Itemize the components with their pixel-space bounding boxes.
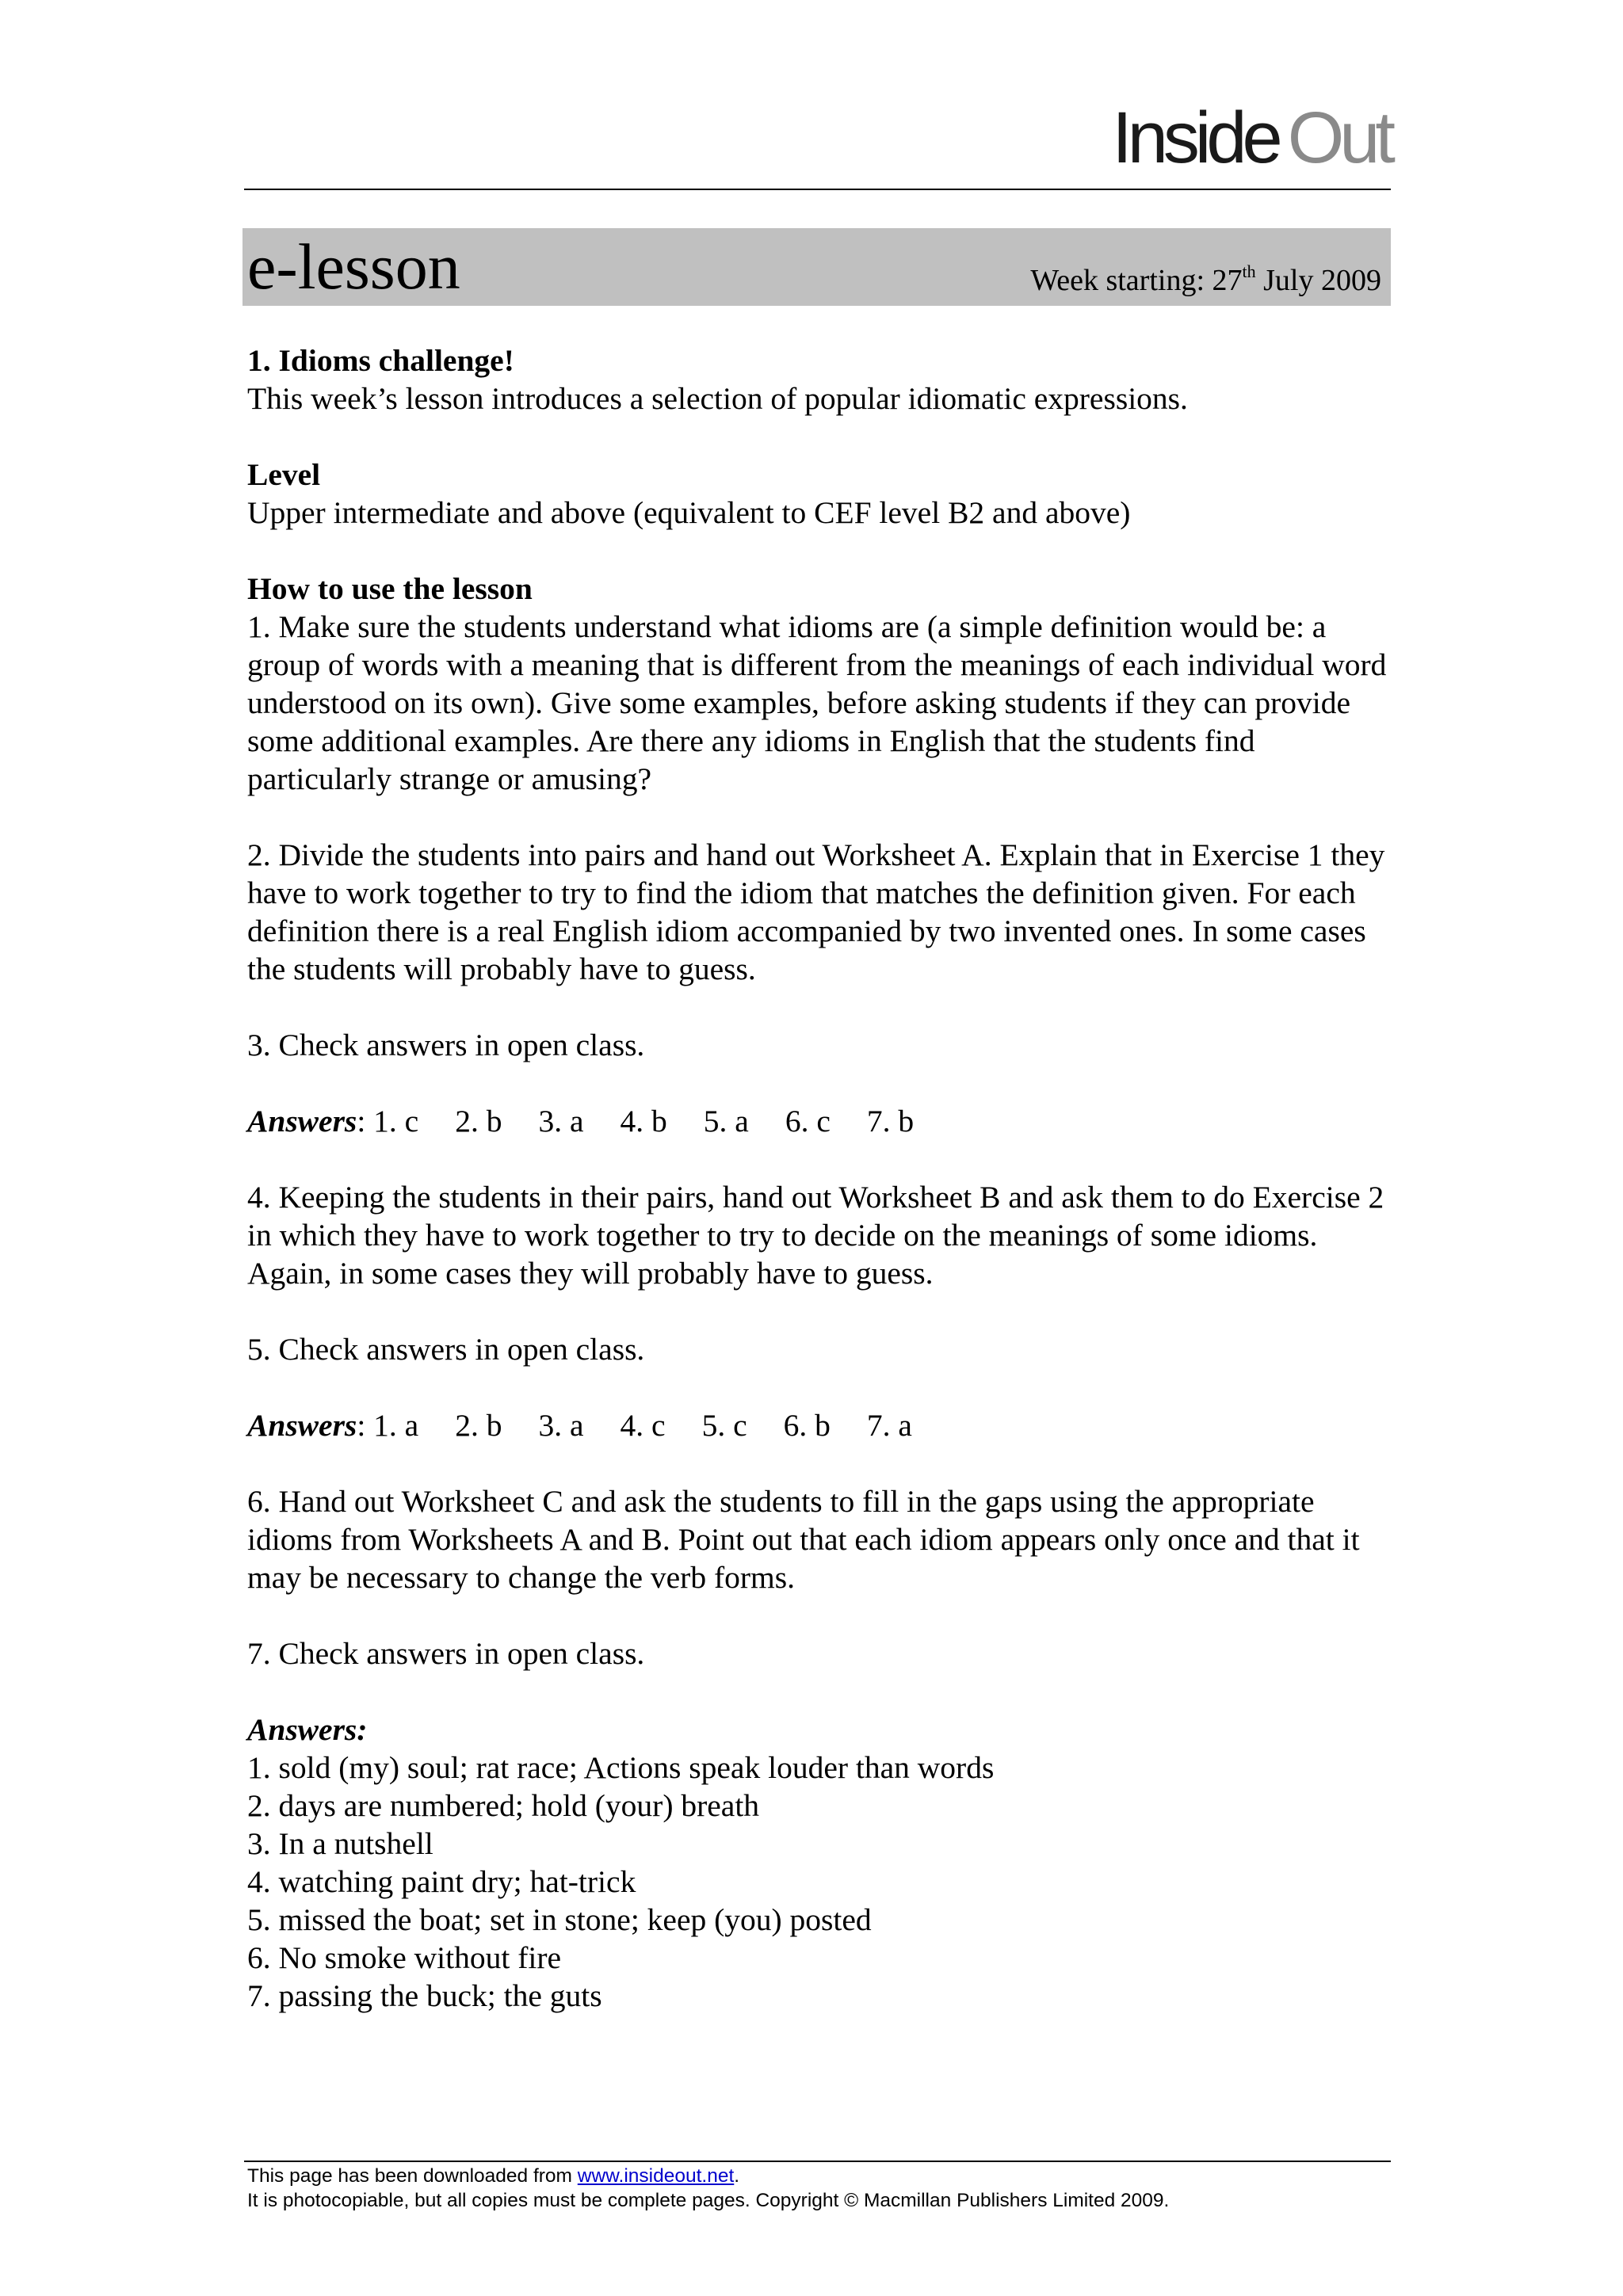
answers-list bbox=[247, 1749, 1392, 2015]
section-text: This week’s lesson introduces a selection of popular idiomatic expressions. bbox=[247, 381, 1188, 416]
list-item: 2. days are numbered; hold (your) breath bbox=[247, 1788, 760, 1823]
footer-line-1 bbox=[247, 2164, 1392, 2188]
answer: 7. b bbox=[866, 1104, 915, 1138]
week-prefix: Week starting: 27 bbox=[1030, 264, 1243, 297]
inside-out-logo bbox=[1112, 97, 1391, 178]
footer-rule bbox=[244, 2161, 1391, 2162]
section-howto bbox=[247, 570, 1392, 798]
answers-label: Answers bbox=[247, 1104, 357, 1138]
answer: 5. a bbox=[703, 1104, 749, 1138]
week-suffix: July 2009 bbox=[1255, 264, 1381, 297]
week-starting bbox=[1030, 263, 1381, 296]
step-6: 6. Hand out Worksheet C and ask the students to fill in the gaps using the appropriate idioms from Worksheets A and B. Point out that each idiom appears only once and that it may be necessary to change the verb forms. bbox=[247, 1484, 1360, 1595]
answers-label: Answers bbox=[247, 1408, 357, 1443]
insideout-link[interactable]: www.insideout.net bbox=[577, 2165, 735, 2187]
level-heading: Level bbox=[247, 457, 321, 492]
step-3: 3. Check answers in open class. bbox=[247, 1028, 645, 1062]
step-7: 7. Check answers in open class. bbox=[247, 1636, 645, 1671]
answer: 3. a bbox=[538, 1408, 584, 1443]
answer: 2. b bbox=[455, 1104, 502, 1138]
step-1: 1. Make sure the students understand what idioms are (a simple definition would be: a group of words with a meaning that is different from the meanings of each individual word understood on its own). Give some examples, before asking students if they can provide some additional examples. Are there any idioms in English that the students find particularly strange or amusing? bbox=[247, 609, 1387, 796]
logo-inside: Inside bbox=[1112, 97, 1278, 178]
level-text: Upper intermediate and above (equivalent to CEF level B2 and above) bbox=[247, 495, 1131, 530]
answer: 1. a bbox=[373, 1408, 419, 1443]
footer-line-2: It is photocopiable, but all copies must be complete pages. Copyright © Macmillan Publishers Limited 2009. bbox=[247, 2190, 1170, 2211]
answer: 4. c bbox=[620, 1408, 666, 1443]
section-heading: 1. Idioms challenge! bbox=[247, 343, 514, 378]
answer: 7. a bbox=[866, 1408, 912, 1443]
list-item: 3. In a nutshell bbox=[247, 1826, 433, 1861]
footer-period: . bbox=[734, 2165, 740, 2187]
answer: 6. c bbox=[785, 1104, 831, 1138]
list-item: 4. watching paint dry; hat-trick bbox=[247, 1864, 636, 1899]
list-item: 7. passing the buck; the guts bbox=[247, 1978, 602, 2013]
header-rule bbox=[244, 189, 1391, 190]
answer: 4. b bbox=[620, 1104, 667, 1138]
section-idioms bbox=[247, 341, 1392, 418]
lesson-content bbox=[247, 341, 1392, 2015]
howto-heading: How to use the lesson bbox=[247, 571, 533, 606]
title-banner bbox=[242, 228, 1391, 306]
step-5: 5. Check answers in open class. bbox=[247, 1332, 645, 1367]
page-title: e-lesson bbox=[247, 231, 460, 303]
step-2: 2. Divide the students into pairs and hand out Worksheet A. Explain that in Exercise 1 they have to work together to try to find the idiom that matches the definition given. For each definition there is a real English idiom accompanied by two invented ones. In some cases the students will probably have to guess. bbox=[247, 837, 1385, 986]
answers-exercise-3 bbox=[247, 1711, 1392, 2015]
step-4: 4. Keeping the students in their pairs, hand out Worksheet B and ask them to do Exercise 2 in which they have to work together to try to decide on the meanings of some idioms. Again, in some cases they will probably have to guess. bbox=[247, 1180, 1384, 1291]
week-ordinal: th bbox=[1242, 261, 1256, 281]
answers-exercise-1: Answers: 1. c 2. b 3. a 4. b 5. a 6. c 7. b bbox=[247, 1104, 915, 1138]
answers-exercise-2: Answers: 1. a 2. b 3. a 4. c 5. c 6. b 7. a bbox=[247, 1408, 912, 1443]
footer bbox=[247, 2164, 1392, 2213]
footer-text: This page has been downloaded from bbox=[247, 2165, 578, 2187]
list-item: 1. sold (my) soul; rat race; Actions speak louder than words bbox=[247, 1750, 995, 1785]
answer: 3. a bbox=[538, 1104, 584, 1138]
list-item: 5. missed the boat; set in stone; keep (you) posted bbox=[247, 1902, 872, 1937]
answer: 2. b bbox=[455, 1408, 502, 1443]
list-item: 6. No smoke without fire bbox=[247, 1940, 562, 1975]
answers-label-colon: Answers: bbox=[247, 1712, 368, 1747]
answer: 6. b bbox=[783, 1408, 831, 1443]
answer: 5. c bbox=[701, 1408, 747, 1443]
answer: 1. c bbox=[373, 1104, 419, 1138]
logo-out: Out bbox=[1287, 97, 1391, 178]
section-level bbox=[247, 456, 1392, 532]
